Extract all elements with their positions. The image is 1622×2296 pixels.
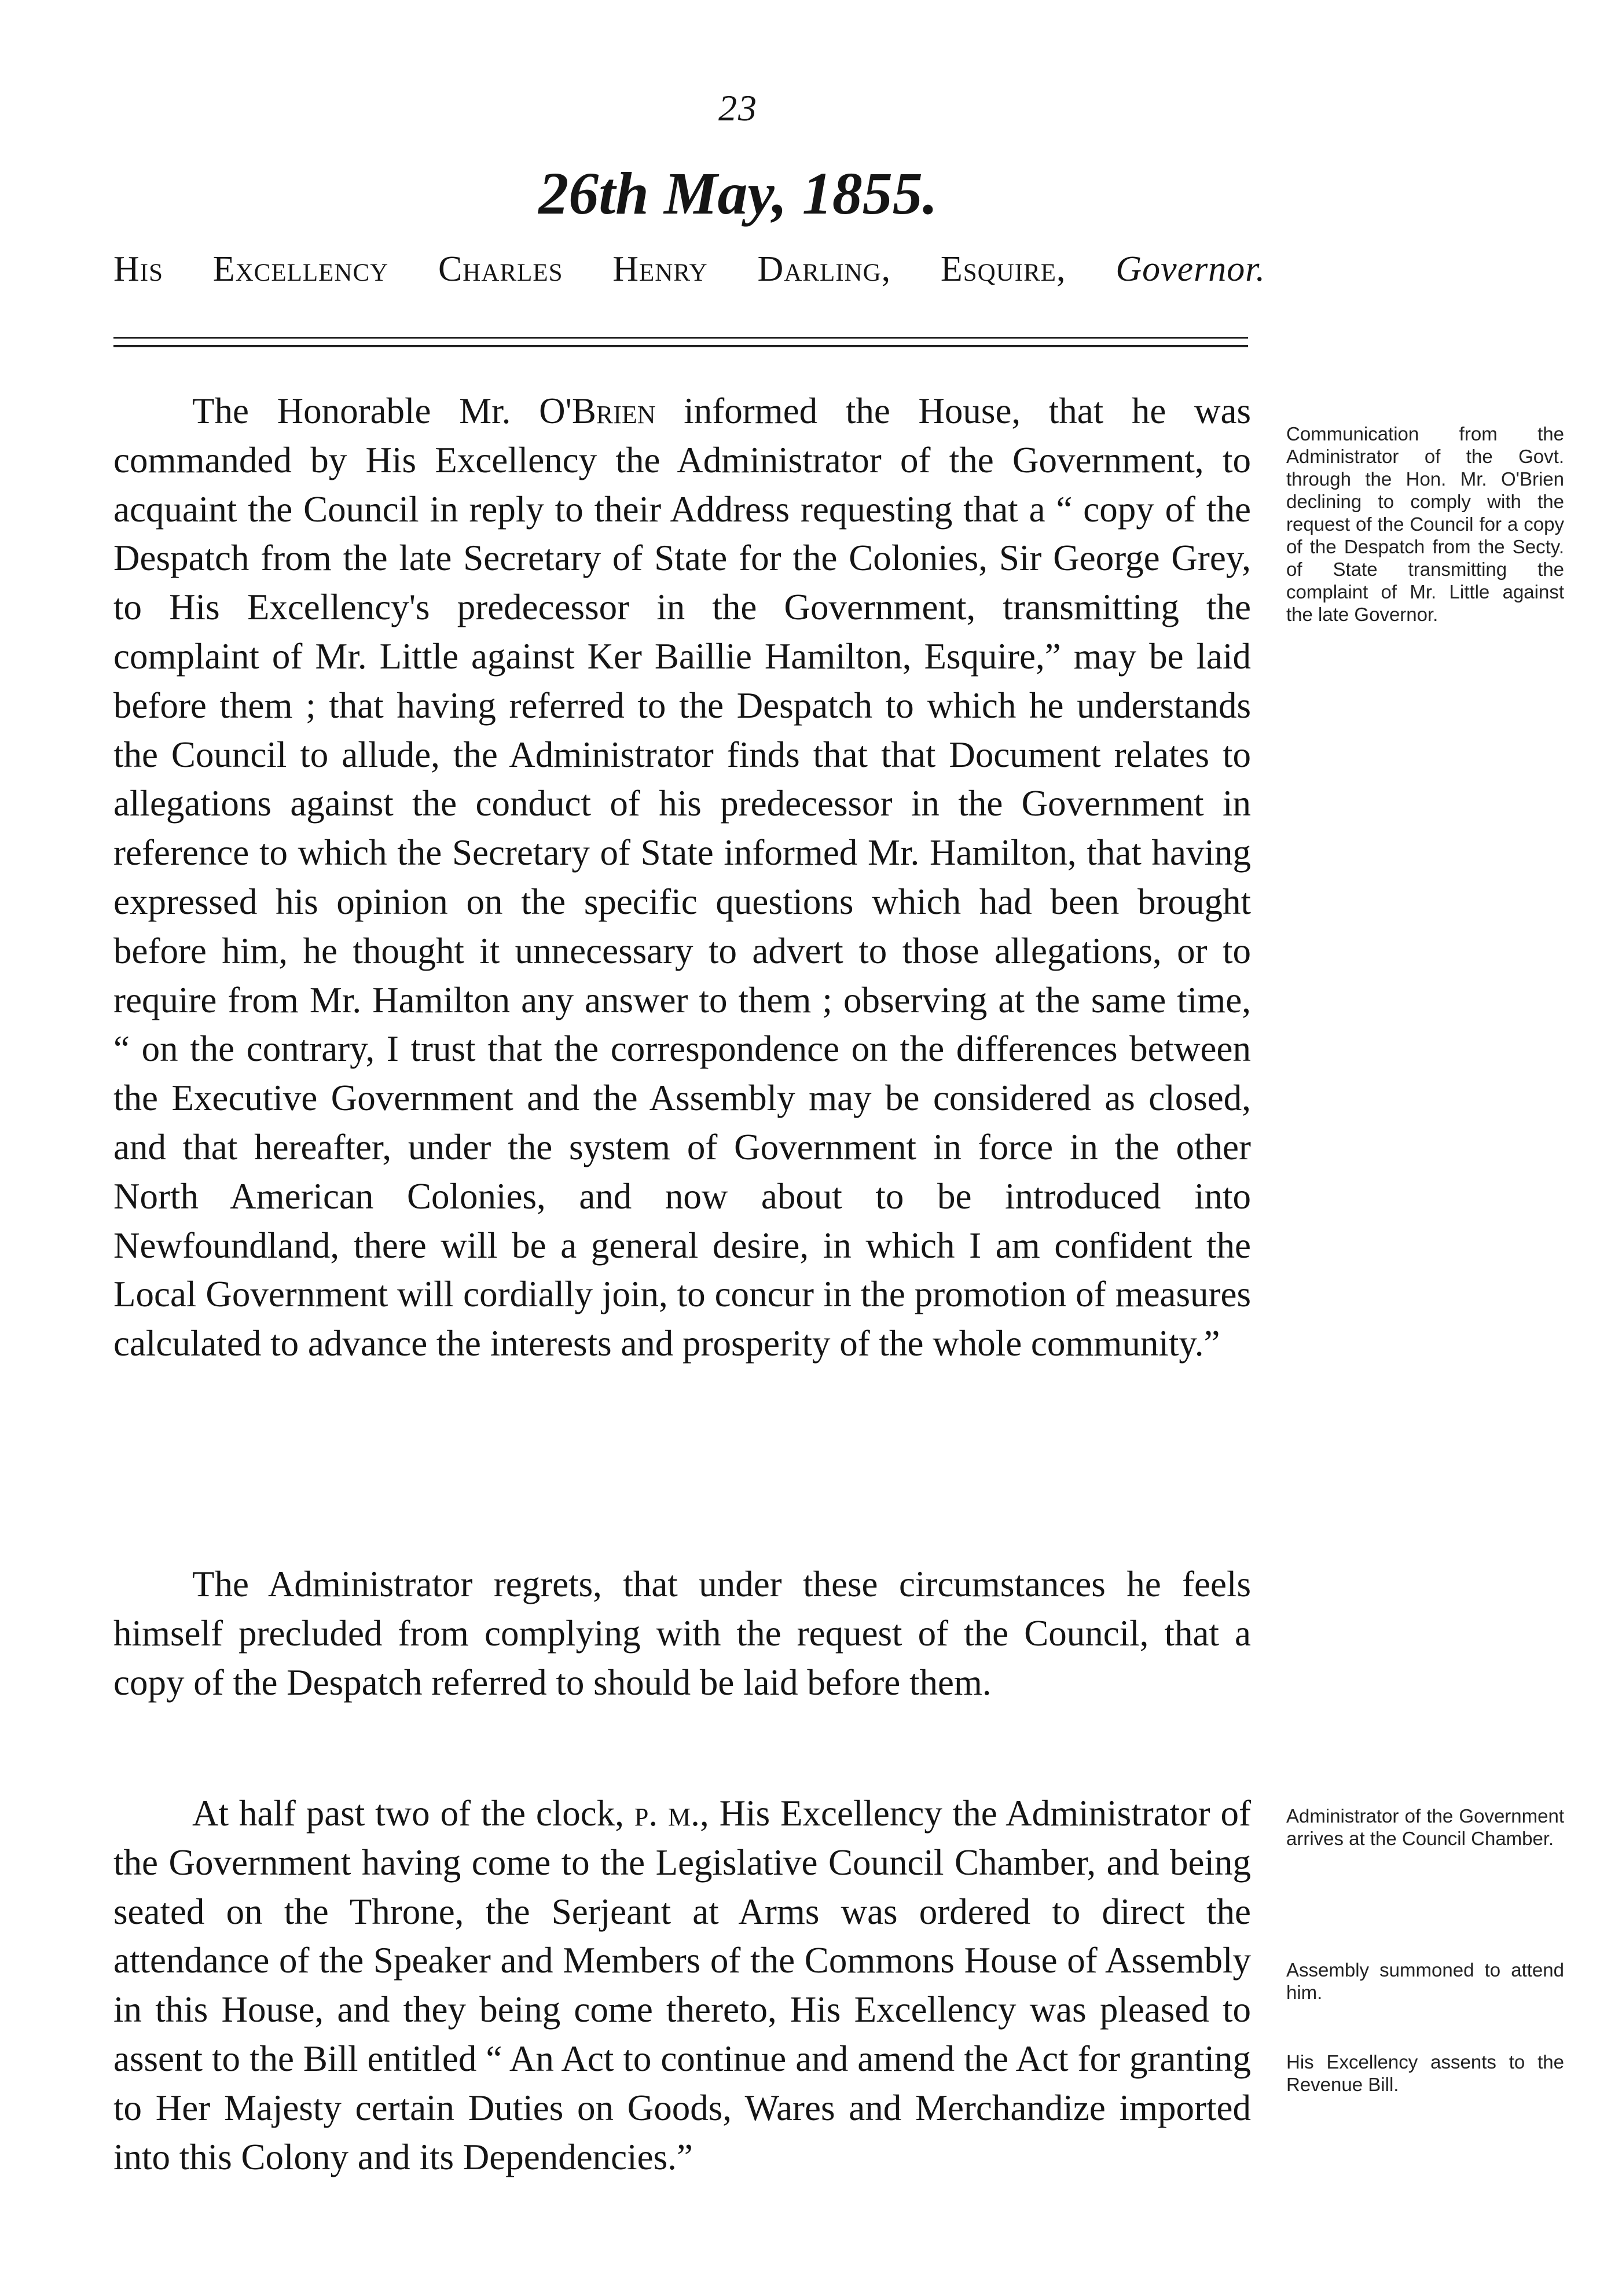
- rule-line-bottom: [113, 345, 1248, 347]
- time-abbreviation: p. m.: [634, 1793, 700, 1834]
- paragraph-body: , His Excellency the Administrator of the Government having come to the Legislative Council Chamber, and being seated on the Throne, the Serjeant at Arms was ordered to direct the attendance of the Speaker and Members of the Commons House of Assembly in this House, and they being come thereto, His Excellency was pleased to assent to the Bill entitled “ An Act to continue and amend the Act for granting to Her Majesty certain Duties on Goods, Wares and Merchandize imported into this Colony and its Dependencies.”: [113, 1793, 1252, 2177]
- paragraph-speaker-pre: The Honorable Mr.: [192, 391, 540, 431]
- paragraph-assent: [113, 1789, 1251, 2181]
- paragraph-text: [113, 387, 1251, 1368]
- page-number: 23: [718, 87, 758, 128]
- paragraph-administrator-regrets: [113, 1560, 1251, 1707]
- paragraph-text: [113, 1789, 1251, 2181]
- margin-note-assembly-summoned: Assembly summoned to attend him.: [1286, 1959, 1564, 2003]
- margin-note-administrator-arrives: Administrator of the Government arrives at the Council Chamber.: [1286, 1805, 1564, 1849]
- governor-line: [113, 249, 1265, 290]
- date-heading: 26th May, 1855.: [538, 160, 938, 227]
- paragraph-communication: [113, 387, 1251, 1368]
- paragraph-body-pre: At half past two of the clock,: [192, 1793, 634, 1834]
- margin-note-communication: Communication from the Administrator of the Govt. through the Hon. Mr. O'Brien declining to comply with the request of the Council for a copy of the Despatch from the Secty. of State transmitting the complaint of Mr. Little against the late Governor.: [1286, 423, 1564, 625]
- paragraph-text: The Administrator regrets, that under these circumstances he feels himself precluded from complying with the request of the Council, that a copy of the Despatch referred to should be laid before them.: [113, 1564, 1251, 1703]
- speaker-name: O'Brien: [539, 391, 656, 431]
- rule-line-top: [113, 337, 1248, 339]
- paragraph-body: informed the House, that he was commanded by His Excellency the Administrator of the Government, to acquaint the Council in reply to their Address requesting that a “ copy of the Despatch from the late Secretary of State for the Colonies, Sir George Grey, to His Excellency's predecessor in the Government, transmitting the complaint of Mr. Little against Ker Baillie Hamilton, Esquire,” may be laid before them ; that having referred to the Despatch to which he understands the Council to allude, the Administrator finds that that Document relates to allegations against the conduct of his predecessor in the Government in reference to which the Secretary of State informed Mr. Hamilton, that having expressed his opinion on the specific questions which had been brought before him, he thought it unnecessary to advert to those allegations, or to require from Mr. Hamilton any answer to them ; observing at the same time, “ on the contrary, I trust that the correspondence on the differences between the Executive Government and the Assembly may be considered as closed, and that hereafter, under the system of Government in force in the other North American Colonies, and now about to be introduced into Newfoundland, there will be a general desire, in which I am confident the Local Government will cordially join, to concur in the promotion of measures calculated to advance the interests and prosperity of the whole community.”: [113, 391, 1251, 1364]
- governor-line-prefix: His Excellency Charles Henry Darling, Esquire,: [113, 249, 1066, 289]
- double-rule-divider: [113, 337, 1248, 351]
- margin-note-revenue-bill: His Excellency assents to the Revenue Bill.: [1286, 2051, 1564, 2095]
- governor-line-title: Governor.: [1115, 249, 1266, 289]
